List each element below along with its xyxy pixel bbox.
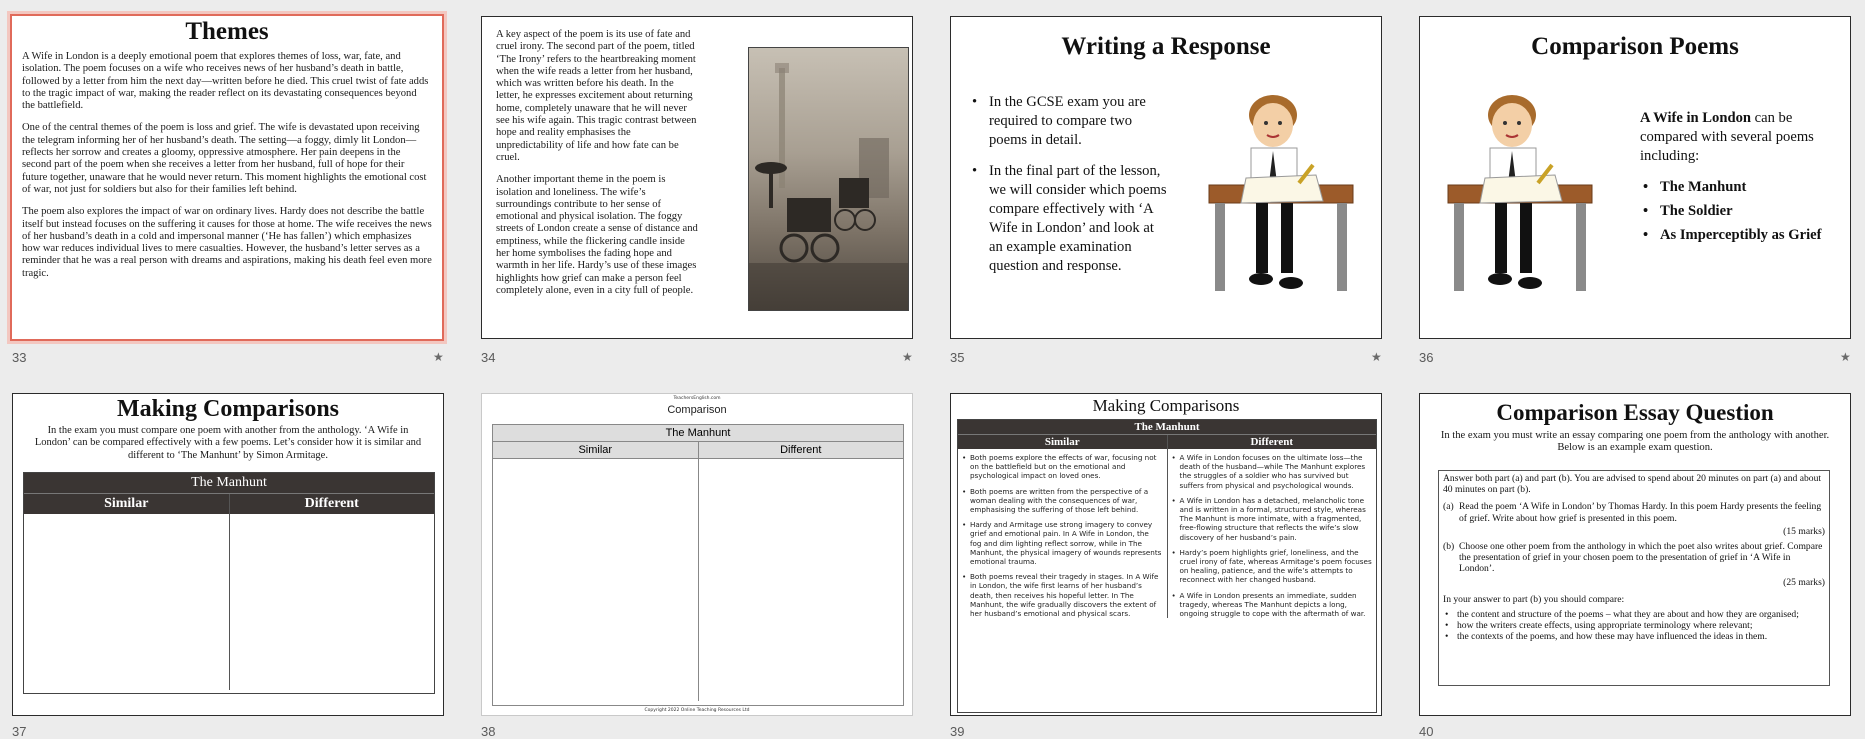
slide-thumbnail-33[interactable] (10, 14, 444, 341)
bullet-item: • In the final part of the lesson, we will consider which poems compare effectively with ‘A Wife in London’ and look at an example examination question and response. (969, 162, 1169, 276)
bullet-item: • As Imperceptibly as Grief (1640, 226, 1830, 245)
student-at-desk-illustration (1201, 93, 1361, 313)
list-item: • Hardy’s poem highlights grief, loneliness, and the cruel irony of fate, whereas Armitage’s poem focuses on healing, patience, and the wife’s attempts to reconnect with her changed husband. (1171, 547, 1372, 585)
slide-title: Writing a Response (1061, 33, 1271, 60)
slide-thumbnail-35[interactable] (950, 16, 1382, 339)
list-item: • Both poems explore the effects of war, focusing not on the battlefield but on the emotional and psychological impact on loved ones. (962, 453, 1157, 481)
list-item: • Both poems reveal their tragedy in stages. In A Wife in London, the wife first learns of her husband’s death, then receives his hopeful letter. In The Manhunt, the wife gradually discovers the extent of her husband’s emotional and physical scars. (962, 572, 1159, 619)
paragraph: A Wife in London is a deeply emotional poem that explores themes of loss, war, fate, and isolation. The poem focuses on a wife who receives news of her husband’s death in battle, followed by a letter from him the next day—written before he died. This cruel twist of fate adds to the tragic impact of war, making the reader reflect on its devastating consequences beyond the battlefield. (22, 51, 429, 112)
list-item: • A Wife in London focuses on the ultimate loss—the death of the husband—while The Manhunt explores the struggles of a soldier who has survived but suffers from physical and psychological wounds. (1171, 453, 1366, 490)
slide-number: 39 (950, 724, 965, 739)
slide-title: Comparison (667, 404, 727, 416)
marks: (15 marks) (1783, 525, 1825, 537)
marks: (25 marks) (1783, 576, 1825, 588)
list-item: • the contexts of the poems, and how these may have influenced the ideas in them. (1445, 631, 1768, 643)
list-item: • Both poems are written from the perspective of a woman dealing with the consequences of war, emphasising the suffering of those left behind. (962, 486, 1149, 515)
paragraph: Another important theme in the poem is isolation and loneliness. The wife’s surroundings contribute to her sense of emotional and physical isolation. The foggy streets of London create a sense of distance and emptiness, while the flickering candle inside her home symbolises the fading hope and warmth in her life. Hardy’s use of these images highlights how grief can make a person feel completely alone, even in a city full of people. (496, 174, 698, 296)
slide-thumbnail-37[interactable] (12, 393, 444, 716)
comparison-table (957, 419, 1377, 713)
column-header-different: Different (1167, 435, 1377, 449)
paragraph: One of the central themes of the poem is loss and grief. The wife is devastated upon receiving the telegram informing her of her husband’s death. The setting—a foggy, dimly lit London—reflects her sorrow and creates a gloomy, oppressive atmosphere. Her pain deepens in the second part of the poem when she receives a letter from her husband, full of hope for their future together, unaware that he would never return. This moment highlights the emotional cost of war, not just for soldiers but also for their families left behind. (22, 122, 427, 195)
slide-thumbnail-34[interactable] (481, 16, 913, 339)
slide-number: 38 (481, 724, 496, 739)
slide-thumbnail-40[interactable] (1419, 393, 1851, 716)
column-header-similar: Similar (104, 496, 149, 511)
table-title: The Manhunt (958, 420, 1376, 435)
comparison-table (492, 424, 904, 706)
intro-text: In the exam you must write an essay comparing one poem from the anthology with another. Below is an example exam question. (1440, 430, 1830, 454)
intro-text: A Wife in London can be compared with several poems including: (1640, 110, 1814, 164)
list-item: • A Wife in London presents an immediate, sudden tragedy, whereas The Manhunt depicts a long, ongoing struggle to cope with the aftermath of war. (1171, 590, 1366, 619)
table-title: The Manhunt (24, 473, 434, 494)
header-text: TeachersEnglish.com (673, 396, 721, 401)
foggy-london-photo (748, 47, 909, 311)
list-item: • A Wife in London has a detached, melancholic tone and is written in a formal, structured style, whereas The Manhunt is more intimate, with a fragmented, free-flowing structure that reflects the wife’s slow discovery of her husband’s pain. (1171, 495, 1366, 542)
slide-number: 34 (481, 350, 496, 365)
exam-question-box (1438, 470, 1830, 686)
footer-text: Copyright 2022 Online Teaching Resources Ltd (644, 708, 750, 713)
star-icon[interactable]: ★ (902, 350, 913, 364)
slide-thumbnail-36[interactable] (1419, 16, 1851, 339)
comparison-table (23, 472, 435, 694)
slide-number: 36 (1419, 350, 1434, 365)
slide-number: 35 (950, 350, 965, 365)
slide-number: 40 (1419, 724, 1434, 739)
paragraph: A key aspect of the poem is its use of fate and cruel irony. The second part of the poem, titled ‘The Irony’ refers to the heartbreaking moment when the wife reads a letter from her husband, which was written before his death. In the letter, he expresses excitement about returning home, completely unaware that he will never see his wife again. This tragic contrast between hope and reality emphasises the unpredictability of life and how fate can be cruel. (496, 29, 697, 163)
slide-title: Themes (185, 18, 269, 45)
paragraph: The poem also explores the impact of war on ordinary lives. Hardy does not describe the battle itself but instead focuses on the suffering it causes for those at home. The wife receives the news of her husband’s death in a cold and impersonal manner (‘He has fallen’) which emphasizes how war reduces individual lives to mere casualties. However, the husband’s letter serves as a reminder that he was a real person with dreams and aspirations, making his death feel even more tragic. (22, 206, 432, 279)
intro-text: In the exam you must compare one poem with another from the anthology. ‘A Wife in London’ can be compared effectively with a few poems. Let’s consider how it is similar and different to ‘The Manhunt’ by Simon Armitage. (34, 425, 422, 461)
list-item: • the content and structure of the poems – what they are about and how they are organised; (1445, 609, 1799, 621)
student-at-desk-illustration (1440, 93, 1600, 313)
list-item: • Hardy and Armitage use strong imagery to convey grief and emotional pain. In A Wife in London, the fog and dim lighting reflect sorrow, while in The Manhunt, the physical imagery of wounds represents emotional trauma. (962, 520, 1162, 567)
question-a: (a) Read the poem ‘A Wife in London’ by Thomas Hardy. In this poem Hardy presents the feeling of grief. Write about how grief is presented in this poem. (1443, 501, 1822, 524)
star-icon[interactable]: ★ (1840, 350, 1851, 364)
table-title: The Manhunt (493, 425, 903, 442)
column-header-different: Different (698, 442, 904, 458)
slide-title: Making Comparisons (116, 396, 340, 422)
slide-title: Comparison Essay Question (1496, 400, 1774, 425)
slide-number: 33 (12, 350, 27, 365)
column-header-similar: Similar (578, 444, 613, 456)
question-b: (b) Choose one other poem from the anthology in which the poet also writes about grief. Compare the presentation of grief in your chosen poem to the presentation of grief in ‘A Wife in London’. (1443, 541, 1823, 575)
bullet-item: • The Soldier (1640, 202, 1830, 221)
star-icon[interactable]: ★ (433, 350, 444, 364)
column-header-similar: Similar (1044, 436, 1080, 448)
column-header-different: Different (229, 494, 435, 514)
slide-thumbnail-38[interactable] (481, 393, 913, 716)
answer-instructions: In your answer to part (b) you should compare: (1443, 593, 1625, 605)
slide-title: Making Comparisons (1092, 396, 1240, 415)
bullet-item: • In the GCSE exam you are required to compare two poems in detail. (969, 93, 1169, 150)
star-icon[interactable]: ★ (1371, 350, 1382, 364)
bullet-item: • The Manhunt (1640, 178, 1830, 197)
slide-title: Comparison Poems (1531, 33, 1739, 60)
slide-number: 37 (12, 724, 27, 739)
list-item: • how the writers create effects, using appropriate terminology where relevant; (1445, 620, 1753, 632)
slide-thumbnail-39[interactable] (950, 393, 1382, 716)
instructions: Answer both part (a) and part (b). You are advised to spend about 20 minutes on part (a) and about 40 minutes on part (b). (1443, 473, 1822, 496)
